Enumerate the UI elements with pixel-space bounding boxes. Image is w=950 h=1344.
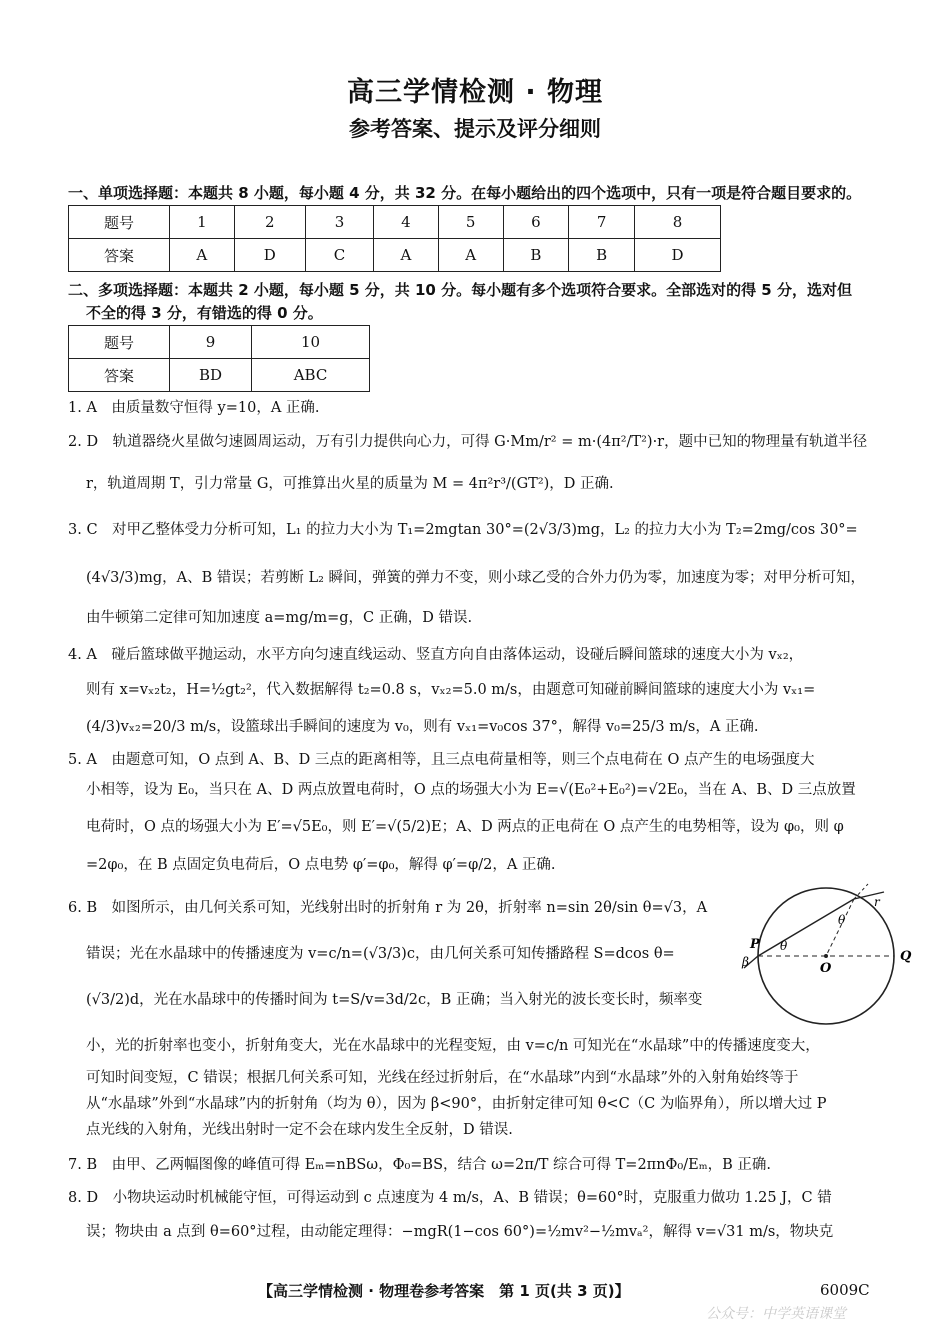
explanation-4-cont: 则有 x=vₓ₂t₂，H=½gt₂²，代入数据解得 t₂=0.8 s，vₓ₂=5.0 m/s，由题意可知碰前瞬间篮球的速度大小为 vₓ₁=: [86, 682, 816, 698]
answer-cell: A: [170, 239, 235, 272]
explanation-4: 4. A 碰后篮球做平抛运动，水平方向匀速直线运动、竖直方向自由落体运动，设碰后瞬间篮球的速度大小为 vₓ₂，: [68, 647, 804, 663]
center-dot: [824, 954, 828, 958]
section2-heading-line2: 不全的得 3 分，有错选的得 0 分。: [86, 304, 323, 322]
explanation-6-cont: 小，光的折射率也变小，折射角变大，光在水晶球中的光程变短，由 v=c/n 可知光在“水晶球”中的传播速度变大，: [86, 1038, 820, 1054]
watermark: 公众号：中学英语课堂: [706, 1306, 846, 1322]
label-q: Q: [900, 949, 912, 964]
section2-answer-table: [68, 325, 370, 392]
crystal-ball-figure: [744, 884, 924, 1024]
label-o: O: [820, 961, 832, 976]
table-row: [69, 326, 370, 359]
explanation-2: 2. D 轨道器绕火星做匀速圆周运动，万有引力提供向心力，可得 G·Mm/r² = m·(4π²/T²)·r，题中已知的物理量有轨道半径: [68, 434, 868, 450]
page-title: 高三学情检测 · 物理: [346, 77, 604, 108]
document-code: 6009C: [820, 1281, 870, 1299]
answer-cell: B: [569, 239, 635, 272]
answer-cell: B: [503, 239, 569, 272]
explanation-5-cont: 电荷时，O 点的场强大小为 E′=√5E₀，则 E′=√(5/2)E；A、D 两点的正电荷在 O 点产生的电势相等，设为 φ₀，则 φ: [86, 819, 844, 835]
answer-cell: ABC: [252, 359, 370, 392]
explanation-6-cont: (√3/2)d，光在水晶球中的传播时间为 t=S/v=3d/2c，B 正确；当入射光的波长变长时，频率变: [86, 992, 703, 1008]
explanation-5-cont: 小相等，设为 E₀，当只在 A、D 两点放置电荷时，O 点的场强大小为 E=√(E₀²+E₀²)=√2E₀，当在 A、B、D 三点放置: [86, 782, 856, 798]
row-label: 题号: [69, 326, 170, 359]
table-row: [69, 359, 370, 392]
section1-heading: 一、单项选择题：本题共 8 小题，每小题 4 分，共 32 分。在每小题给出的四个选项中，只有一项是符合题目要求的。: [68, 184, 862, 202]
answer-cell: D: [635, 239, 721, 272]
answer-cell: A: [374, 239, 439, 272]
label-p: P: [750, 937, 760, 952]
explanation-5: 5. A 由题意可知，O 点到 A、B、D 三点的距离相等，且三点电荷量相等，则三个点电荷在 O 点产生的电场强度大: [68, 752, 815, 768]
explanation-7: 7. B 由甲、乙两幅图像的峰值可得 Eₘ=nBSω，Φ₀=BS，结合 ω=2π/T 综合可得 T=2πnΦ₀/Eₘ，B 正确.: [68, 1157, 771, 1173]
explanation-8-cont: 误；物块由 a 点到 θ=60°过程，由动能定理得：−mgR(1−cos 60°)=½mv²−½mvₐ²，解得 v=√31 m/s，物块克: [86, 1224, 834, 1240]
row-label: 答案: [69, 359, 170, 392]
label-r: r: [874, 895, 880, 909]
explanation-2-cont: r，轨道周期 T，引力常量 G，可推算出火星的质量为 M = 4π²r³/(GT²)，D 正确.: [86, 476, 614, 492]
question-number: 3: [305, 206, 373, 239]
explanation-6-cont: 错误；光在水晶球中的传播速度为 v=c/n=(√3/3)c，由几何关系可知传播路程 S=dcos θ=: [86, 946, 675, 962]
section1-answer-table: [68, 205, 721, 272]
page-subtitle: 参考答案、提示及评分细则: [349, 117, 601, 141]
explanation-1: 1. A 由质量数守恒得 y=10，A 正确.: [68, 400, 320, 416]
row-label: 答案: [69, 239, 170, 272]
answer-cell: D: [234, 239, 305, 272]
row-label: 题号: [69, 206, 170, 239]
answer-cell: C: [305, 239, 373, 272]
label-theta-2: θ: [838, 913, 846, 927]
question-number: 4: [374, 206, 439, 239]
answer-cell: A: [438, 239, 503, 272]
question-number: 1: [170, 206, 235, 239]
question-number: 7: [569, 206, 635, 239]
explanation-3-cont: (4√3/3)mg，A、B 错误；若剪断 L₂ 瞬间，弹簧的弹力不变，则小球乙受的合外力仍为零，加速度为零；对甲分析可知，: [86, 570, 866, 586]
question-number: 10: [252, 326, 370, 359]
table-row: [69, 206, 721, 239]
question-number: 2: [234, 206, 305, 239]
question-number: 9: [170, 326, 252, 359]
page-footer: 【高三学情检测 · 物理卷参考答案 第 1 页(共 3 页)】: [258, 1282, 630, 1300]
question-number: 8: [635, 206, 721, 239]
question-number: 5: [438, 206, 503, 239]
explanation-6: 6. B 如图所示，由几何关系可知，光线射出时的折射角 r 为 2θ，折射率 n=sin 2θ/sin θ=√3，A: [68, 900, 708, 916]
label-beta: β: [742, 955, 749, 969]
explanation-4-cont: (4/3)vₓ₂=20/3 m/s，设篮球出手瞬间的速度为 v₀，则有 vₓ₁=v₀cos 37°，解得 v₀=25/3 m/s，A 正确.: [86, 719, 759, 735]
explanation-5-cont: =2φ₀，在 B 点固定负电荷后，O 点电势 φ′=φ₀，解得 φ′=φ/2，A 正确.: [86, 857, 556, 873]
table-row: [69, 239, 721, 272]
explanation-3-cont: 由牛顿第二定律可知加速度 a=mg/m=g，C 正确，D 错误.: [86, 610, 473, 626]
section2-heading-line1: 二、多项选择题：本题共 2 小题，每小题 5 分，共 10 分。每小题有多个选项符合要求。全部选对的得 5 分，选对但: [68, 281, 852, 299]
question-number: 6: [503, 206, 569, 239]
explanation-8: 8. D 小物块运动时机械能守恒，可得运动到 c 点速度为 4 m/s，A、B 错误；θ=60°时，克服重力做功 1.25 J，C 错: [68, 1190, 832, 1206]
explanation-6-cont: 从“水晶球”外到“水晶球”内的折射角（均为 θ），因为 β<90°，由折射定律可知 θ<C（C 为临界角），所以增大过 P: [86, 1096, 827, 1112]
explanation-3: 3. C 对甲乙整体受力分析可知，L₁ 的拉力大小为 T₁=2mgtan 30°=(2√3/3)mg，L₂ 的拉力大小为 T₂=2mg/cos 30°=: [68, 522, 858, 538]
explanation-6-cont: 可知时间变短，C 错误；根据几何关系可知，光线在经过折射后，在“水晶球”内到“水晶球”外的入射角始终等于: [86, 1070, 799, 1086]
explanation-6-cont: 点光线的入射角，光线出射时一定不会在球内发生全反射，D 错误.: [86, 1122, 513, 1138]
answer-cell: BD: [170, 359, 252, 392]
label-theta-1: θ: [780, 939, 788, 953]
